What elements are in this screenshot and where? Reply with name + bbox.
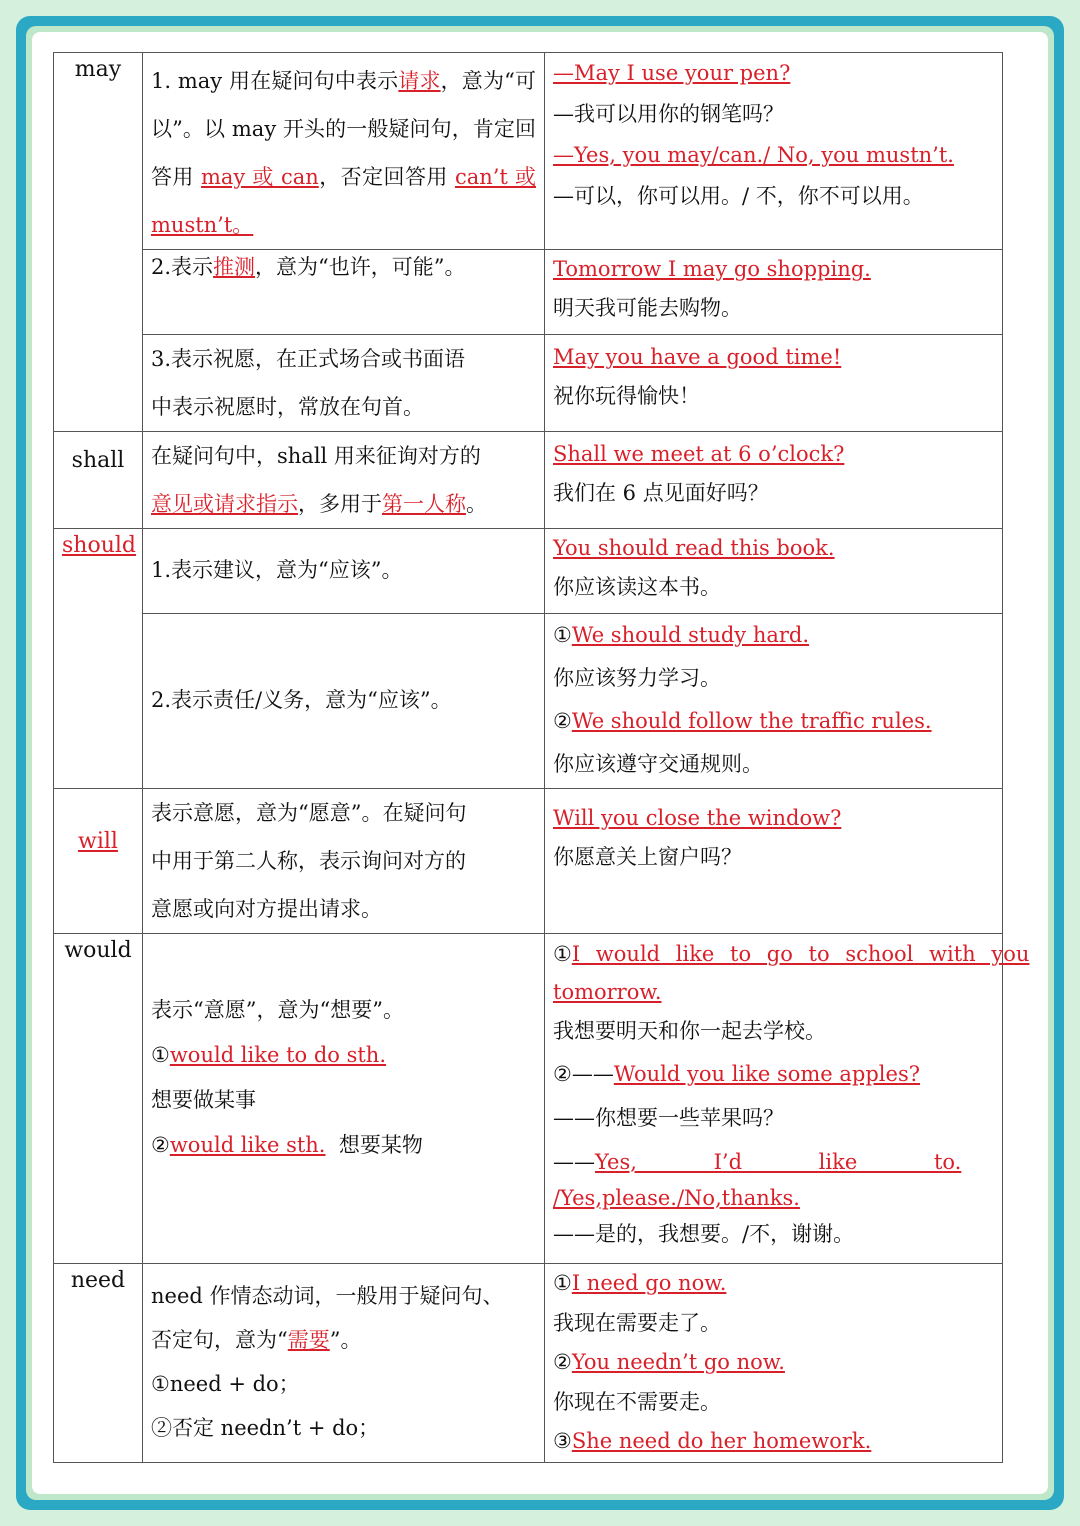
text: 中用于第二人称，表示询问对方的: [151, 849, 466, 873]
table-row: [54, 1264, 1003, 1463]
text: ，否定: [318, 165, 384, 189]
example-cell: [545, 335, 1003, 432]
example-cn: 你现在不需要走。: [553, 1389, 721, 1414]
example-cell: [545, 250, 1003, 335]
text: ②否定 needn’t + do；: [151, 1416, 380, 1440]
word-cell-may: [54, 53, 143, 432]
example-cn: 你应该努力学习。: [553, 666, 721, 690]
text: 否定句，意为“: [151, 1328, 288, 1352]
example-cell: [545, 614, 1003, 789]
word-label: may: [74, 57, 122, 82]
table-row: [54, 250, 1003, 335]
highlight-text: would like sth.: [169, 1133, 326, 1157]
dash: ——: [553, 1150, 595, 1174]
table-row: [54, 614, 1003, 789]
example-cn: 祝你玩得愉快！: [553, 384, 700, 408]
text: 2.表示: [151, 255, 214, 279]
text: ”。: [329, 1328, 362, 1352]
number-marker: ③: [553, 1429, 572, 1453]
example-en: tomorrow.: [553, 980, 662, 1004]
example-cn: 你应该读这本书。: [553, 575, 721, 599]
text: 回答用: [383, 165, 455, 189]
example-cell: [545, 529, 1003, 614]
word-cell-shall: [54, 432, 143, 529]
explain-cell: [143, 53, 545, 250]
explain-cell: [143, 335, 545, 432]
text: 句，肯定回答用: [151, 117, 537, 189]
example-en: Shall we meet at 6 o’clock?: [553, 442, 845, 466]
word-cell-need: [54, 1264, 143, 1463]
text: 想要某物: [338, 1133, 423, 1157]
example-en: Will you close the window?: [553, 806, 842, 830]
example-en: I would like to go to school with you: [571, 942, 1030, 966]
explain-cell: [143, 250, 545, 335]
number-marker: ②: [553, 709, 572, 733]
example-cell: [545, 789, 1003, 934]
highlight-text: 意见或请求指示: [151, 492, 298, 516]
text: 中表示祝愿时，常放在句首。: [151, 395, 424, 419]
word-cell-should: [54, 529, 143, 789]
explain-cell: [143, 934, 545, 1264]
table-row: [54, 529, 1003, 614]
text: need 作情态动词，一般用于疑问句、: [151, 1284, 504, 1308]
example-cn: 我想要明天和你一起去学校。: [553, 1019, 826, 1043]
example-cn: ——是的，我想要。/不，谢谢。: [553, 1222, 855, 1246]
example-en: —May I use your pen?: [553, 61, 791, 85]
word-label: shall: [71, 448, 125, 473]
number-marker: ①: [553, 942, 572, 966]
highlight-text: 请求: [398, 69, 441, 93]
word-cell-would: [54, 934, 143, 1264]
table-row: [54, 53, 1003, 250]
text: 。: [466, 492, 487, 516]
highlight-text: 需要: [287, 1328, 330, 1352]
word-label: will: [78, 829, 118, 854]
table-row: [54, 789, 1003, 934]
example-cn: 你应该遵守交通规则。: [553, 752, 763, 776]
highlight-text: 第一人称: [382, 492, 466, 516]
example-en: You needn’t go now.: [571, 1350, 785, 1374]
text: 2.表示责任/义务，意为“应该”。: [151, 688, 452, 713]
text: 表示“意愿”，意为“想要”。: [151, 998, 404, 1022]
text: 想要做某事: [151, 1088, 256, 1112]
table-row: [54, 335, 1003, 432]
number-marker: ②——: [553, 1062, 614, 1086]
modal-verbs-table: [53, 52, 1030, 1463]
text: 3.表示祝愿，在正式场合或书面语: [151, 347, 466, 371]
text: 在疑问句中，shall 用来征询对方的: [151, 444, 481, 468]
text: ①need + do；: [151, 1372, 300, 1396]
example-cell: [545, 432, 1003, 529]
table-row: [54, 432, 1003, 529]
number-marker: ②: [151, 1133, 170, 1157]
highlight-text: may 或 can: [201, 165, 319, 189]
number-marker: ②: [553, 1350, 572, 1374]
highlight-text: 推测: [213, 255, 256, 279]
explain-cell: [143, 529, 545, 614]
word-label: would: [64, 938, 132, 963]
text: 1. may 用在疑问句中表示: [151, 69, 399, 93]
example-cell: [545, 934, 1030, 1264]
example-en: May you have a good time!: [553, 345, 842, 369]
number-marker: ①: [151, 1043, 170, 1067]
explain-cell: [143, 1264, 545, 1463]
example-en: I need go now.: [571, 1271, 727, 1295]
example-cn: —可以，你可以用。/ 不，你不可以用。: [553, 184, 924, 208]
number-marker: ①: [553, 1271, 572, 1295]
example-en: You should read this book.: [553, 536, 835, 560]
highlight-text: can’t 或 mustn’t。: [151, 165, 536, 237]
word-cell-will: [54, 789, 143, 934]
example-en: Tomorrow I may go shopping.: [553, 257, 871, 281]
text: 意愿或向对方提出请求。: [151, 897, 382, 921]
explain-cell: [143, 614, 545, 789]
example-cn: 明天我可能去购物。: [553, 296, 742, 320]
word-label: need: [70, 1268, 126, 1293]
text: 为“可以”。以 may 开头的一般疑问: [151, 69, 537, 141]
text: 表示意愿，意为“愿意”。在疑问句: [151, 801, 467, 825]
text: ，意: [440, 69, 483, 93]
text: ，意为“也许，可能”。: [255, 255, 466, 279]
example-cell: [545, 1264, 1003, 1463]
example-cn: 我们在 6 点见面好吗？: [553, 481, 769, 505]
example-cn: 我现在需要走了。: [553, 1310, 721, 1335]
example-en: She need do her homework.: [571, 1429, 872, 1453]
explain-cell: [143, 789, 545, 934]
example-en: —Yes, you may/can./ No, you mustn’t.: [553, 143, 954, 167]
example-en: We should study hard.: [571, 623, 810, 647]
example-cn: 你愿意关上窗户吗？: [553, 845, 742, 869]
example-cn: ——你想要一些苹果吗？: [553, 1106, 784, 1130]
text: ，多用于: [298, 492, 382, 516]
text: 1.表示建议，意为“应该”。: [151, 558, 403, 583]
example-en: /Yes,please./No,thanks.: [553, 1186, 800, 1210]
word-label: should: [62, 533, 136, 558]
explain-cell: [143, 432, 545, 529]
highlight-text: would like to do sth.: [169, 1043, 387, 1067]
example-en: Yes, I’d like to.: [595, 1150, 962, 1174]
table-row: [54, 934, 1003, 1264]
example-en: We should follow the traffic rules.: [571, 709, 932, 733]
number-marker: ①: [553, 623, 572, 647]
example-en: Would you like some apples?: [613, 1062, 920, 1086]
example-cn: —我可以用你的钢笔吗？: [553, 102, 784, 126]
example-cell: [545, 53, 1003, 250]
